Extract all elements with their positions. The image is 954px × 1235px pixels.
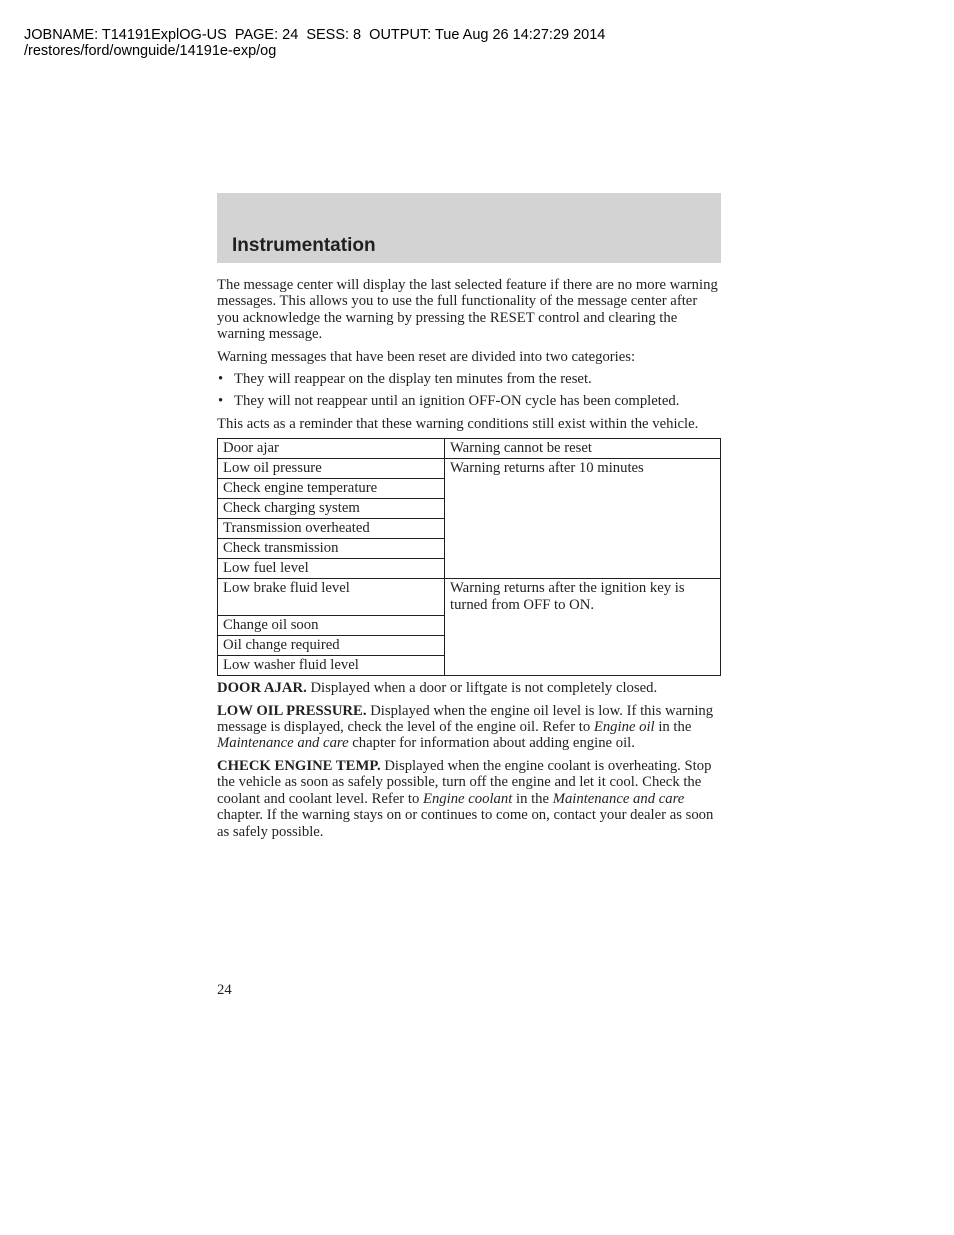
reminder-paragraph: This acts as a reminder that these warning conditions still exist within the vehicle.	[217, 415, 699, 432]
list-item-text: They will reappear on the display ten minutes from the reset.	[234, 371, 592, 388]
maintenance-chapter-reference: Maintenance and care	[217, 735, 349, 752]
table-cell-message: Change oil soon	[218, 616, 445, 636]
list-item-text: They will not reappear until an ignition OFF-ON cycle has been completed.	[234, 393, 680, 410]
engine-oil-reference: Engine oil	[593, 719, 655, 736]
table-row	[218, 459, 721, 479]
page-content	[217, 277, 721, 846]
section-title: Instrumentation	[232, 235, 376, 256]
low-oil-description	[217, 703, 721, 752]
section-header-band	[217, 193, 721, 263]
engine-coolant-reference: Engine coolant	[422, 790, 513, 807]
table-cell-message: Check transmission	[218, 539, 445, 559]
low-oil-text: Displayed when the engine oil level is low. If this warning message is displayed, check the level of the engine oil. Refer to	[217, 702, 714, 736]
table-cell-status: Warning cannot be reset	[445, 439, 721, 459]
bullet-icon: •	[218, 393, 224, 410]
page-number: 24	[217, 982, 232, 998]
table-row	[218, 579, 721, 616]
table-cell-message: Low brake fluid level	[218, 579, 445, 616]
list-item	[217, 393, 721, 409]
table-cell-status: Warning returns after 10 minutes	[445, 459, 721, 579]
table-cell-message: Check charging system	[218, 499, 445, 519]
job-header-line1: JOBNAME: T14191ExplOG-US PAGE: 24 SESS: 8 OUTPUT: Tue Aug 26 14:27:29 2014	[24, 27, 606, 43]
table-cell-message: Oil change required	[218, 636, 445, 656]
bullet-icon: •	[218, 371, 224, 388]
job-header-line2: /restores/ford/ownguide/14191e-exp/og	[24, 43, 277, 59]
door-ajar-text: Displayed when a door or liftgate is not completely closed.	[306, 680, 658, 697]
table-cell-message: Check engine temperature	[218, 479, 445, 499]
table-cell-message: Door ajar	[218, 439, 445, 459]
low-oil-text: in the	[654, 719, 692, 736]
categories-list	[217, 371, 721, 410]
job-header	[24, 27, 605, 59]
table-cell-message: Low oil pressure	[218, 459, 445, 479]
engine-temp-text: chapter. If the warning stays on or continues to come on, contact your dealer as soon as safely possible.	[217, 807, 714, 840]
table-cell-status: Warning returns after the ignition key is turned from OFF to ON.	[445, 579, 721, 676]
list-item	[217, 371, 721, 387]
table-cell-message: Transmission overheated	[218, 519, 445, 539]
maintenance-chapter-reference: Maintenance and care	[552, 790, 685, 807]
low-oil-label: LOW OIL PRESSURE.	[217, 702, 367, 719]
table-cell-message: Low fuel level	[218, 559, 445, 579]
intro-paragraph: The message center will display the last selected feature if there are no more warning messages. This allows you to use the full functionality of the message center after you acknowledge the warning by pressing the RESET control and clearing the warning message.	[217, 277, 718, 343]
door-ajar-label: DOOR AJAR.	[217, 680, 307, 697]
table-cell-message: Low washer fluid level	[218, 656, 445, 676]
table-row	[218, 439, 721, 459]
door-ajar-description	[217, 680, 721, 696]
engine-temp-description	[217, 758, 721, 840]
categories-paragraph: Warning messages that have been reset are divided into two categories:	[217, 348, 636, 365]
engine-temp-text: Displayed when the engine coolant is overheating. Stop the vehicle as soon as safely possible, turn off the engine and let it cool. Check the coolant and coolant level. Refer to	[217, 757, 712, 807]
warning-messages-table	[217, 438, 721, 676]
low-oil-text: chapter for information about adding engine oil.	[348, 735, 635, 752]
engine-temp-text: in the	[512, 790, 553, 807]
engine-temp-label: CHECK ENGINE TEMP.	[217, 757, 381, 774]
